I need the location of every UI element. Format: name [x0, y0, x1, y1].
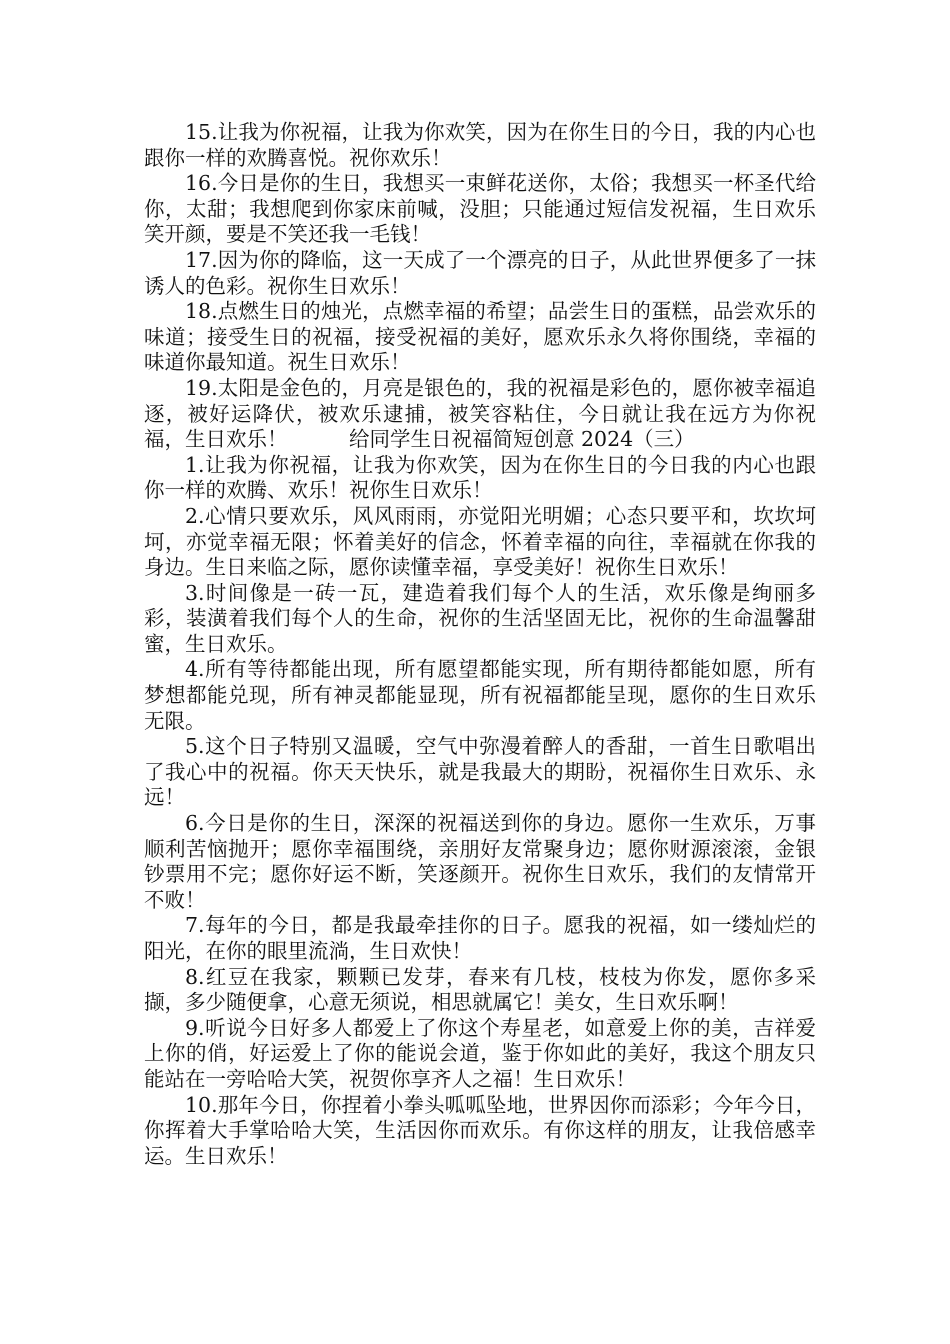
paragraph-5: 5.这个日子特别又温暖，空气中弥漫着醉人的香甜，一首生日歌唱出了我心中的祝福。你天天快乐，就是我最大的期盼，祝福你生日欢乐、永远！ [144, 734, 816, 810]
paragraph-18: 18.点燃生日的烛光，点燃幸福的希望；品尝生日的蛋糕，品尝欢乐的味道；接受生日的祝福，接受祝福的美好，愿欢乐永久将你围绕，幸福的味道你最知道。祝生日欢乐！ [144, 299, 816, 375]
paragraph-10: 10.那年今日，你捏着小拳头呱呱坠地，世界因你而添彩；今年今日，你挥着大手掌哈哈大笑，生活因你而欢乐。有你这样的朋友，让我倍感幸运。生日欢乐！ [144, 1092, 816, 1168]
paragraph-19-with-section-heading: 19.太阳是金色的，月亮是银色的，我的祝福是彩色的，愿你被幸福追逐，被好运降伏，被欢乐逮捕，被笑容粘住，今日就让我在远方为你祝福，生日欢乐！ 给同学生日祝福简短创意 2024（三） [144, 375, 816, 452]
paragraph-3: 3.时间像是一砖一瓦，建造着我们每个人的生活，欢乐像是绚丽多彩，装潢着我们每个人的生命，祝你的生活坚固无比，祝你的生命温馨甜蜜，生日欢乐。 [144, 580, 816, 656]
paragraph-16: 16.今日是你的生日，我想买一束鲜花送你，太俗；我想买一杯圣代给你，太甜；我想爬到你家床前喊，没胆；只能通过短信发祝福，生日欢乐笑开颜，要是不笑还我一毛钱！ [144, 171, 816, 247]
paragraph-2: 2.心情只要欢乐，风风雨雨，亦觉阳光明媚；心态只要平和，坎坎坷坷，亦觉幸福无限；怀着美好的信念，怀着幸福的向往，幸福就在你我的身边。生日来临之际，愿你读懂幸福，享受美好！祝你生日欢乐！ [144, 503, 816, 580]
paragraph-8: 8.红豆在我家，颗颗已发芽，春来有几枝，枝枝为你发，愿你多采撷，多少随便拿，心意无须说，相思就属它！美女，生日欢乐啊！ [144, 964, 816, 1015]
document-body [144, 120, 816, 1169]
paragraph-6: 6.今日是你的生日，深深的祝福送到你的身边。愿你一生欢乐，万事顺利苦恼抛开；愿你幸福围绕，亲朋好友常聚身边；愿你财源滚滚，金银钞票用不完；愿你好运不断，笑逐颜开。祝你生日欢乐，我们的友情常开不败！ [144, 811, 816, 912]
paragraph-4: 4.所有等待都能出现，所有愿望都能实现，所有期待都能如愿，所有梦想都能兑现，所有神灵都能显现，所有祝福都能呈现，愿你的生日欢乐无限。 [144, 657, 816, 733]
paragraph-1: 1.让我为你祝福，让我为你欢笑，因为在你生日的今日我的内心也跟你一样的欢腾、欢乐！祝你生日欢乐！ [144, 452, 816, 503]
paragraph-15: 15.让我为你祝福，让我为你欢笑，因为在你生日的今日，我的内心也跟你一样的欢腾喜悦。祝你欢乐！ [144, 120, 816, 170]
paragraph-9: 9.听说今日好多人都爱上了你这个寿星老，如意爱上你的美，吉祥爱上你的俏，好运爱上了你的能说会道，鉴于你如此的美好，我这个朋友只能站在一旁哈哈大笑，祝贺你享齐人之福！生日欢乐！ [144, 1015, 816, 1091]
paragraph-7: 7.每年的今日，都是我最牵挂你的日子。愿我的祝福，如一缕灿烂的阳光，在你的眼里流淌，生日欢快！ [144, 913, 816, 963]
paragraph-17: 17.因为你的降临，这一天成了一个漂亮的日子，从此世界便多了一抹诱人的色彩。祝你生日欢乐！ [144, 247, 816, 298]
